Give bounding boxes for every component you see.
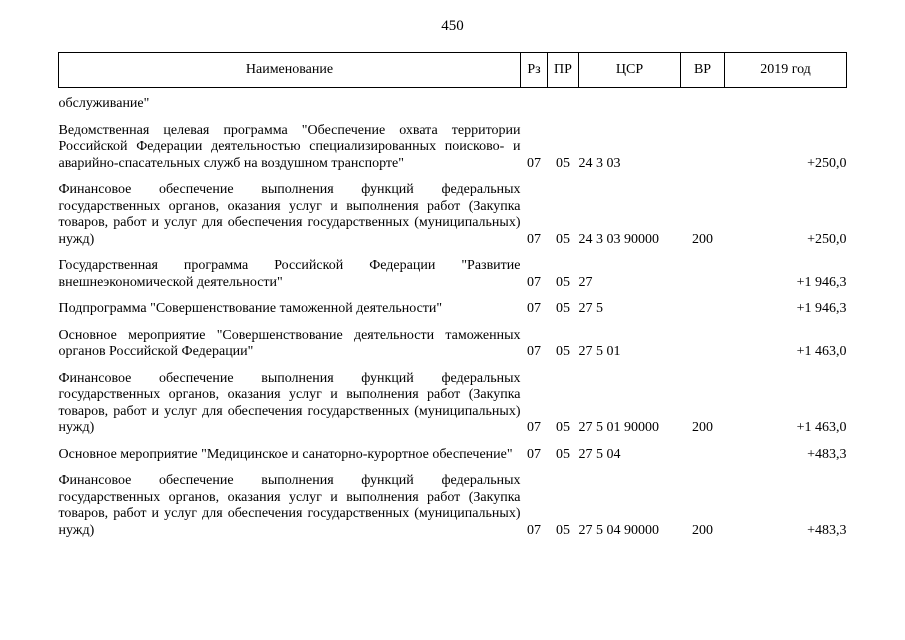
cell-csr: 27 5 [578,301,603,316]
cell-amount: +1 463,0 [796,420,847,435]
cell-amount: +1 946,3 [796,301,847,316]
cell-vr [681,291,725,318]
table-body [59,88,847,540]
cell-name: Финансовое обеспечение выполнения функций федеральных государственных органов, оказания услуг и выполнения работ (Закупка товаров, работ и услуг для обеспечения государственных (муниципальных) нужд) [58,473,521,538]
cell-pr: 05 [556,522,570,538]
cell-amount: +250,0 [807,231,847,247]
table-row [59,437,847,464]
cell-vr [681,113,725,173]
header-vr: ВР [681,53,725,88]
table-row [59,361,847,437]
cell-csr: 27 5 04 [578,446,621,462]
cell-amount: +1 463,0 [796,344,847,359]
cell-rz: 07 [527,446,541,462]
cell-csr: 27 5 04 90000 [578,522,659,538]
cell-csr: 24 3 03 90000 [578,231,659,247]
cell-vr [681,248,725,291]
cell-rz: 07 [527,231,541,247]
table-row [59,248,847,291]
cell-vr: 200 [692,231,713,247]
continuation-text: обслуживание" [58,96,150,111]
table-row [59,291,847,318]
cell-pr: 05 [556,446,570,462]
cell-csr: 27 [578,274,593,290]
cell-rz: 07 [527,274,541,290]
cell-name: Основное мероприятие "Совершенствование деятельности таможенных органов Российской Федерации" [58,327,521,359]
cell-csr: 24 3 03 [578,155,621,171]
table-row [59,318,847,361]
cell-vr [681,318,725,361]
cell-name: Государственная программа Российской Федерации "Развитие внешнеэкономической деятельности" [58,258,521,290]
cell-name: Ведомственная целевая программа "Обеспечение охвата территории Российской Федерации деятельностью специализированных поисково- и аварийно-спасательных служб на воздушном транспорте" [58,122,521,171]
cell-pr: 05 [556,420,570,435]
cell-vr: 200 [692,522,713,538]
table-row [59,463,847,539]
cell-pr: 05 [556,155,570,171]
header-rz: Рз [521,53,548,88]
cell-rz: 07 [527,301,541,316]
cell-name: Финансовое обеспечение выполнения функций федеральных государственных органов, оказания услуг и выполнения работ (Закупка товаров, работ и услуг для обеспечения государственных (муниципальных) нужд) [58,370,521,435]
cell-csr: 27 5 01 90000 [578,420,659,435]
cell-rz: 07 [527,522,541,538]
budget-table [58,52,847,539]
cell-csr: 27 5 01 [578,344,621,359]
page-number: 450 [441,18,464,34]
cell-pr: 05 [556,344,570,359]
cell-name: Финансовое обеспечение выполнения функций федеральных государственных органов, оказания услуг и выполнения работ (Закупка товаров, работ и услуг для обеспечения государственных (муниципальных) нужд) [58,182,521,247]
table-row [59,172,847,248]
cell-amount: +1 946,3 [796,274,847,290]
table-header-row [59,53,847,88]
cell-vr: 200 [692,420,713,435]
cell-pr: 05 [556,301,570,316]
cell-pr: 05 [556,274,570,290]
cell-amount: +483,3 [807,446,847,462]
cell-vr [681,437,725,464]
continuation-row [59,88,847,113]
cell-name: Основное мероприятие "Медицинское и санаторно-курортное обеспечение" [58,446,513,462]
cell-pr: 05 [556,231,570,247]
header-csr: ЦСР [579,53,681,88]
cell-name: Подпрограмма "Совершенствование таможенной деятельности" [58,301,443,316]
cell-amount: +483,3 [807,522,847,538]
cell-rz: 07 [527,420,541,435]
header-pr: ПР [548,53,579,88]
cell-amount: +250,0 [807,155,847,171]
table-row [59,113,847,173]
header-name: Наименование [59,53,521,88]
cell-rz: 07 [527,155,541,171]
cell-rz: 07 [527,344,541,359]
header-year: 2019 год [725,53,847,88]
